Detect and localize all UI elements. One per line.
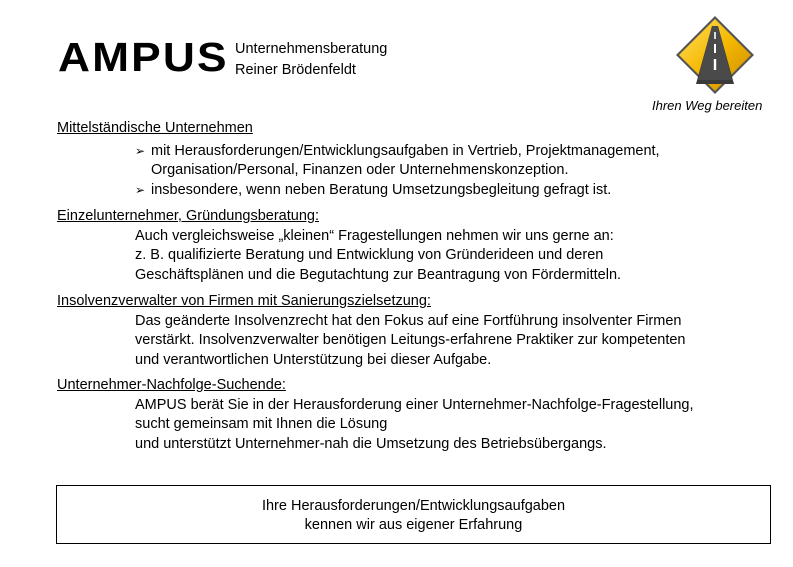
section-insolvenz bbox=[57, 292, 685, 370]
list-item-continuation: Organisation/Personal, Finanzen oder Unternehmenskonzeption. bbox=[151, 162, 569, 178]
arrow-bullet-icon: ➢ bbox=[135, 143, 146, 158]
section-heading: Einzelunternehmer, Gründungsberatung: bbox=[57, 208, 319, 224]
text-line: sucht gemeinsam mit Ihnen die Lösung bbox=[135, 416, 388, 432]
section-einzelunternehmer bbox=[57, 207, 621, 285]
list-item bbox=[135, 142, 660, 162]
road-sign-icon bbox=[674, 14, 756, 96]
text-line: Das geänderte Insolvenzrecht hat den Fokus auf eine Fortführung insolventer Firmen bbox=[135, 312, 682, 329]
box-line-2: kennen wir aus eigener Erfahrung bbox=[304, 517, 523, 533]
section-heading: Unternehmer-Nachfolge-Suchende: bbox=[57, 377, 286, 393]
text-line: AMPUS berät Sie in der Herausforderung einer Unternehmer-Nachfolge-Fragestellung, bbox=[135, 396, 694, 413]
company-logo: AMPUS bbox=[58, 34, 229, 80]
experience-box bbox=[56, 485, 771, 544]
section-heading: Insolvenzverwalter von Firmen mit Sanierungszielsetzung: bbox=[57, 293, 431, 309]
section-mittelstand bbox=[57, 119, 660, 200]
slogan: Ihren Weg bereiten bbox=[652, 98, 763, 113]
arrow-bullet-icon: ➢ bbox=[135, 182, 146, 197]
list-item-text: mit Herausforderungen/Entwicklungsaufgaben in Vertrieb, Projektmanagement, bbox=[151, 142, 660, 159]
list-item bbox=[135, 181, 660, 201]
list-item-text: insbesondere, wenn neben Beratung Umsetzungsbegleitung gefragt ist. bbox=[151, 181, 612, 198]
box-line-1: Ihre Herausforderungen/Entwicklungsaufgaben bbox=[261, 498, 566, 514]
text-line: Geschäftsplänen und die Begutachtung zur Beantragung von Fördermitteln. bbox=[135, 266, 622, 283]
text-line: Auch vergleichsweise „kleinen“ Fragestellungen nehmen wir uns gerne an: bbox=[135, 227, 614, 244]
company-line-1: Unternehmensberatung bbox=[235, 41, 388, 57]
text-line: verstärkt. Insolvenzverwalter benötigen Leitungs-erfahrene Praktiker zur kompetenten bbox=[135, 332, 686, 348]
text-line: und verantwortlichen Unterstützung bei dieser Aufgabe. bbox=[135, 351, 492, 368]
text-line: und unterstützt Unternehmer-nah die Umsetzung des Betriebsübergangs. bbox=[135, 435, 607, 452]
company-name bbox=[235, 39, 387, 81]
section-heading: Mittelständische Unternehmen bbox=[57, 120, 253, 136]
text-line: z. B. qualifizierte Beratung und Entwicklung von Gründerideen und deren bbox=[135, 247, 604, 263]
company-line-2: Reiner Brödenfeldt bbox=[235, 62, 356, 78]
section-nachfolge bbox=[57, 376, 694, 454]
